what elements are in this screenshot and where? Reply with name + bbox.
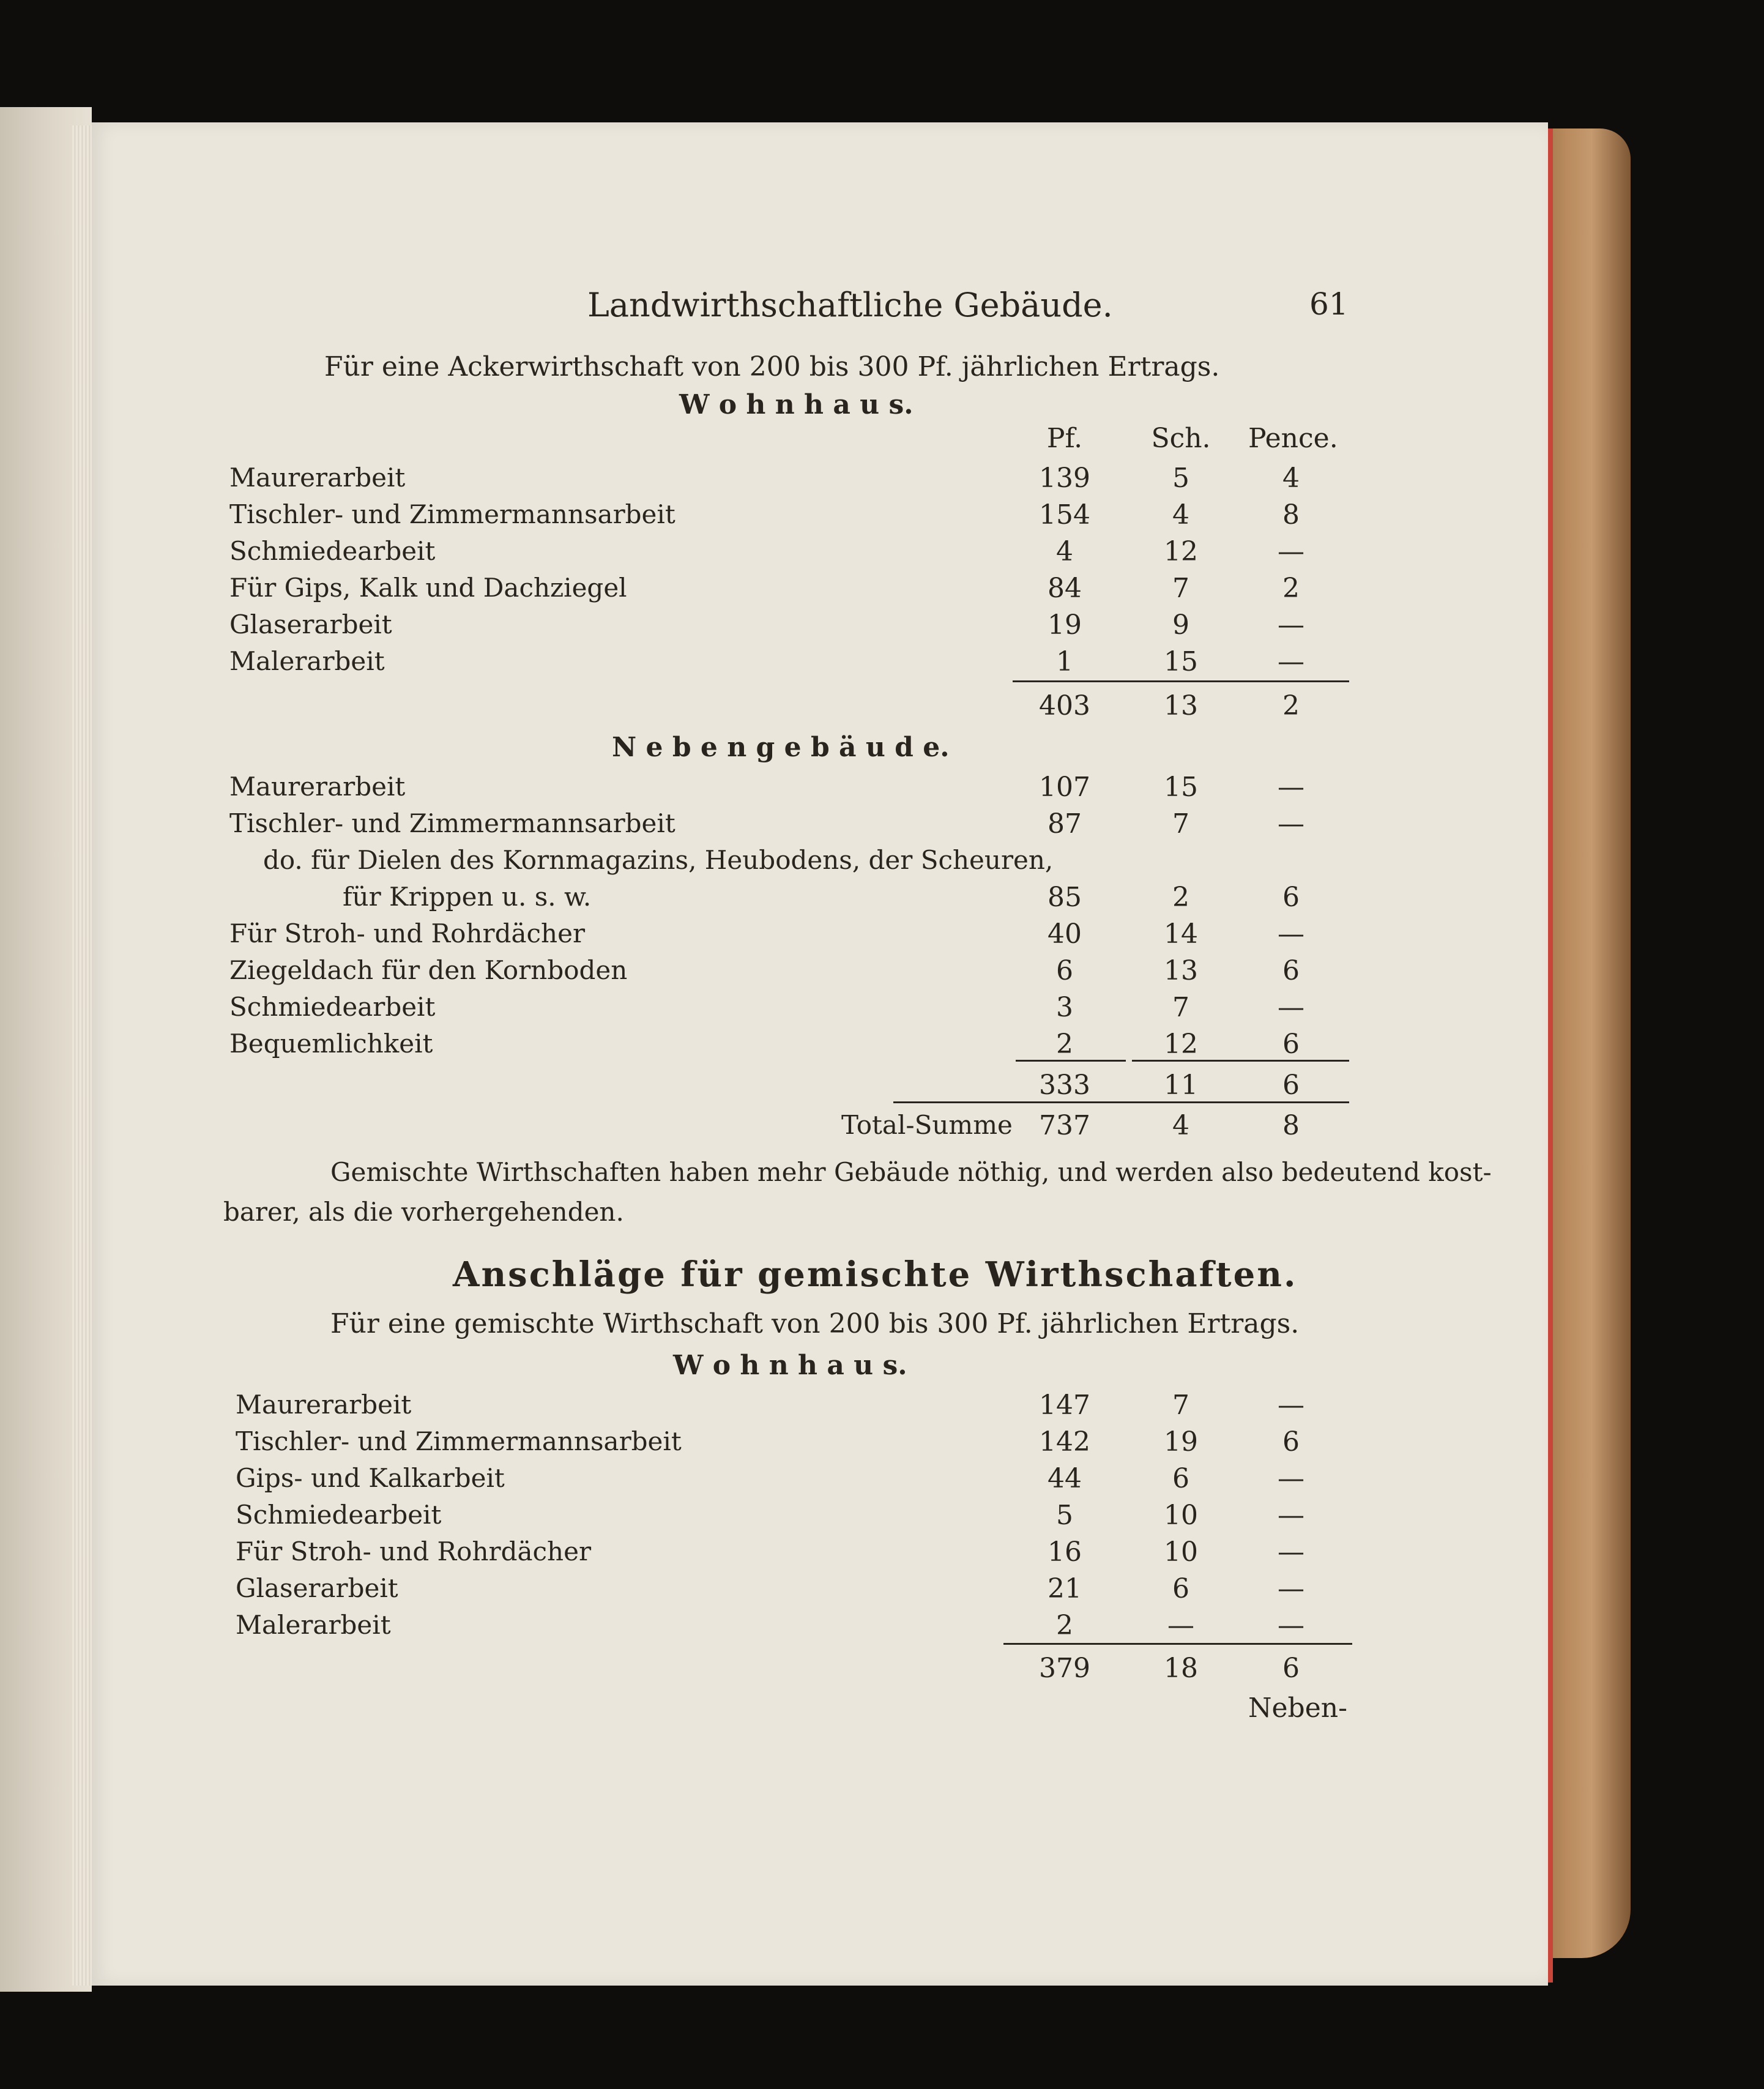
row-label: Für Stroh- und Rohrdächer bbox=[229, 918, 586, 948]
row-value-pence: 6 bbox=[1282, 1426, 1300, 1458]
section2-heading: Anschläge für gemischte Wirthschaften. bbox=[453, 1254, 1298, 1295]
row-value-sch: 12 bbox=[1164, 536, 1198, 567]
paragraph-line-1: Gemischte Wirthschaften haben mehr Gebäude nöthig, und werden also bedeutend kost- bbox=[330, 1157, 1492, 1187]
wohnhaus-title: W o h n h a u s. bbox=[679, 389, 914, 420]
row-label: Schmiedearbeit bbox=[236, 1500, 442, 1530]
row-value-pence: — bbox=[1278, 992, 1304, 1023]
total2-rule bbox=[1003, 1643, 1352, 1645]
row-value-pf: 84 bbox=[1048, 573, 1082, 604]
row-label: Maurerarbeit bbox=[236, 1390, 412, 1420]
row-value-sch: 15 bbox=[1164, 772, 1198, 803]
row-value-pence: — bbox=[1278, 808, 1304, 840]
row-value-pf: 21 bbox=[1048, 1573, 1082, 1604]
row-value-sch: 7 bbox=[1172, 992, 1189, 1023]
row-label: Für Stroh- und Rohrdächer bbox=[236, 1536, 592, 1566]
row-value-sch: 9 bbox=[1172, 609, 1189, 641]
row-label: für Krippen u. s. w. bbox=[343, 882, 592, 912]
section2-subtitle: Für eine gemischte Wirthschaft von 200 bis 300 Pf. jährlichen Ertrags. bbox=[330, 1308, 1300, 1339]
row-value-pence: — bbox=[1278, 1573, 1304, 1604]
row-value-pf: 2 bbox=[1056, 1610, 1073, 1641]
grand-total-rule bbox=[893, 1101, 1349, 1103]
row-value-sch: 6 bbox=[1172, 1573, 1189, 1604]
wohnhaus2-total-pf: 379 bbox=[1039, 1653, 1090, 1684]
row-value-sch: 13 bbox=[1164, 955, 1198, 986]
row-label: Tischler- und Zimmermannsarbeit bbox=[229, 808, 675, 838]
row-value-sch: 10 bbox=[1164, 1536, 1198, 1568]
row-value-pf: 142 bbox=[1039, 1426, 1090, 1458]
row-label: Glaserarbeit bbox=[236, 1573, 398, 1603]
wohnhaus2-title: W o h n h a u s. bbox=[673, 1350, 907, 1381]
row-value-pf: 40 bbox=[1048, 918, 1082, 950]
row-value-sch: 19 bbox=[1164, 1426, 1198, 1458]
row-value-sch: 12 bbox=[1164, 1029, 1198, 1060]
grand-total-sch: 4 bbox=[1172, 1110, 1189, 1141]
row-value-pence: — bbox=[1278, 1463, 1304, 1494]
row-value-pf: 6 bbox=[1056, 955, 1073, 986]
row-value-sch: 7 bbox=[1172, 808, 1189, 840]
col-header-pf: Pf. bbox=[1046, 423, 1083, 454]
row-label: Glaserarbeit bbox=[229, 609, 392, 639]
row-value-pence: — bbox=[1278, 646, 1304, 677]
row-value-pence: — bbox=[1278, 609, 1304, 641]
row-value-sch: 7 bbox=[1172, 573, 1189, 604]
row-value-pence: — bbox=[1278, 1610, 1304, 1641]
catchword: Neben- bbox=[1248, 1692, 1347, 1724]
row-value-pence: 6 bbox=[1282, 1029, 1300, 1060]
col-header-sch: Sch. bbox=[1151, 423, 1211, 454]
row-value-pence: 2 bbox=[1282, 573, 1300, 604]
row-value-pf: 147 bbox=[1039, 1390, 1090, 1421]
row-label: Malerarbeit bbox=[229, 646, 385, 676]
paragraph-line-2: barer, als die vorhergehenden. bbox=[223, 1197, 624, 1227]
row-label: Für Gips, Kalk und Dachziegel bbox=[229, 573, 627, 603]
row-value-pence: 6 bbox=[1282, 882, 1300, 913]
row-value-sch: 14 bbox=[1164, 918, 1198, 950]
row-label: do. für Dielen des Kornmagazins, Heubodens, der Scheuren, bbox=[263, 845, 1054, 875]
subtotal-rule-a bbox=[1016, 1060, 1126, 1062]
row-value-pf: 87 bbox=[1048, 808, 1082, 840]
row-label: Tischler- und Zimmermannsarbeit bbox=[236, 1426, 682, 1456]
row-value-pence: 8 bbox=[1282, 499, 1300, 531]
row-label: Ziegeldach für den Kornboden bbox=[229, 955, 628, 985]
section1-subtitle: Für eine Ackerwirthschaft von 200 bis 300 Pf. jährlichen Ertrags. bbox=[324, 351, 1220, 382]
row-label: Maurerarbeit bbox=[229, 463, 406, 493]
row-value-sch: 6 bbox=[1172, 1463, 1189, 1494]
row-value-pf: 5 bbox=[1056, 1500, 1073, 1531]
row-value-pf: 44 bbox=[1048, 1463, 1082, 1494]
row-value-pf: 16 bbox=[1048, 1536, 1082, 1568]
total-rule bbox=[1013, 680, 1349, 682]
running-head: Landwirthschaftliche Gebäude. bbox=[587, 286, 1113, 324]
row-value-pf: 107 bbox=[1039, 772, 1090, 803]
wohnhaus-total-pence: 2 bbox=[1282, 690, 1300, 721]
wohnhaus2-total-pence: 6 bbox=[1282, 1653, 1300, 1684]
neben-subtotal-sch: 11 bbox=[1164, 1070, 1198, 1101]
neben-subtotal-pence: 6 bbox=[1282, 1070, 1300, 1101]
row-value-pf: 85 bbox=[1048, 882, 1082, 913]
row-label: Gips- und Kalkarbeit bbox=[236, 1463, 505, 1493]
row-value-pence: — bbox=[1278, 536, 1304, 567]
page-number: 61 bbox=[1309, 286, 1349, 322]
row-value-sch: 4 bbox=[1172, 499, 1189, 531]
row-value-sch: 15 bbox=[1164, 646, 1198, 677]
book-page bbox=[92, 122, 1548, 1986]
subtotal-rule-b bbox=[1132, 1060, 1349, 1062]
row-value-pence: — bbox=[1278, 772, 1304, 803]
row-value-sch: 5 bbox=[1172, 463, 1189, 494]
row-value-pence: 6 bbox=[1282, 955, 1300, 986]
row-label: Malerarbeit bbox=[236, 1610, 391, 1640]
row-value-sch: 10 bbox=[1164, 1500, 1198, 1531]
row-value-pf: 3 bbox=[1056, 992, 1073, 1023]
row-label: Tischler- und Zimmermannsarbeit bbox=[229, 499, 675, 529]
row-value-pence: 4 bbox=[1282, 463, 1300, 494]
neben-subtotal-pf: 333 bbox=[1039, 1070, 1090, 1101]
row-value-pf: 19 bbox=[1048, 609, 1082, 641]
wohnhaus2-total-sch: 18 bbox=[1164, 1653, 1198, 1684]
row-value-pf: 139 bbox=[1039, 463, 1090, 494]
wohnhaus-total-pf: 403 bbox=[1039, 690, 1090, 721]
grand-total-pf: 737 bbox=[1039, 1110, 1090, 1141]
row-label: Schmiedearbeit bbox=[229, 992, 436, 1022]
row-value-pence: — bbox=[1278, 1536, 1304, 1568]
grand-total-pence: 8 bbox=[1282, 1110, 1300, 1141]
row-label: Bequemlichkeit bbox=[229, 1029, 433, 1059]
row-value-pf: 4 bbox=[1056, 536, 1073, 567]
nebengebaeude-title: N e b e n g e b ä u d e. bbox=[612, 732, 950, 763]
row-label: Maurerarbeit bbox=[229, 772, 406, 802]
row-value-sch: — bbox=[1167, 1610, 1194, 1641]
row-value-pence: — bbox=[1278, 918, 1304, 950]
row-value-pf: 1 bbox=[1056, 646, 1073, 677]
row-value-sch: 7 bbox=[1172, 1390, 1189, 1421]
col-header-pence: Pence. bbox=[1248, 423, 1338, 454]
wohnhaus-total-sch: 13 bbox=[1164, 690, 1198, 721]
row-value-pence: — bbox=[1278, 1500, 1304, 1531]
row-value-pence: — bbox=[1278, 1390, 1304, 1421]
grand-total-label: Total-Summe bbox=[841, 1110, 1013, 1140]
row-label: Schmiedearbeit bbox=[229, 536, 436, 566]
row-value-pf: 154 bbox=[1039, 499, 1090, 531]
row-value-sch: 2 bbox=[1172, 882, 1189, 913]
row-value-pf: 2 bbox=[1056, 1029, 1073, 1060]
